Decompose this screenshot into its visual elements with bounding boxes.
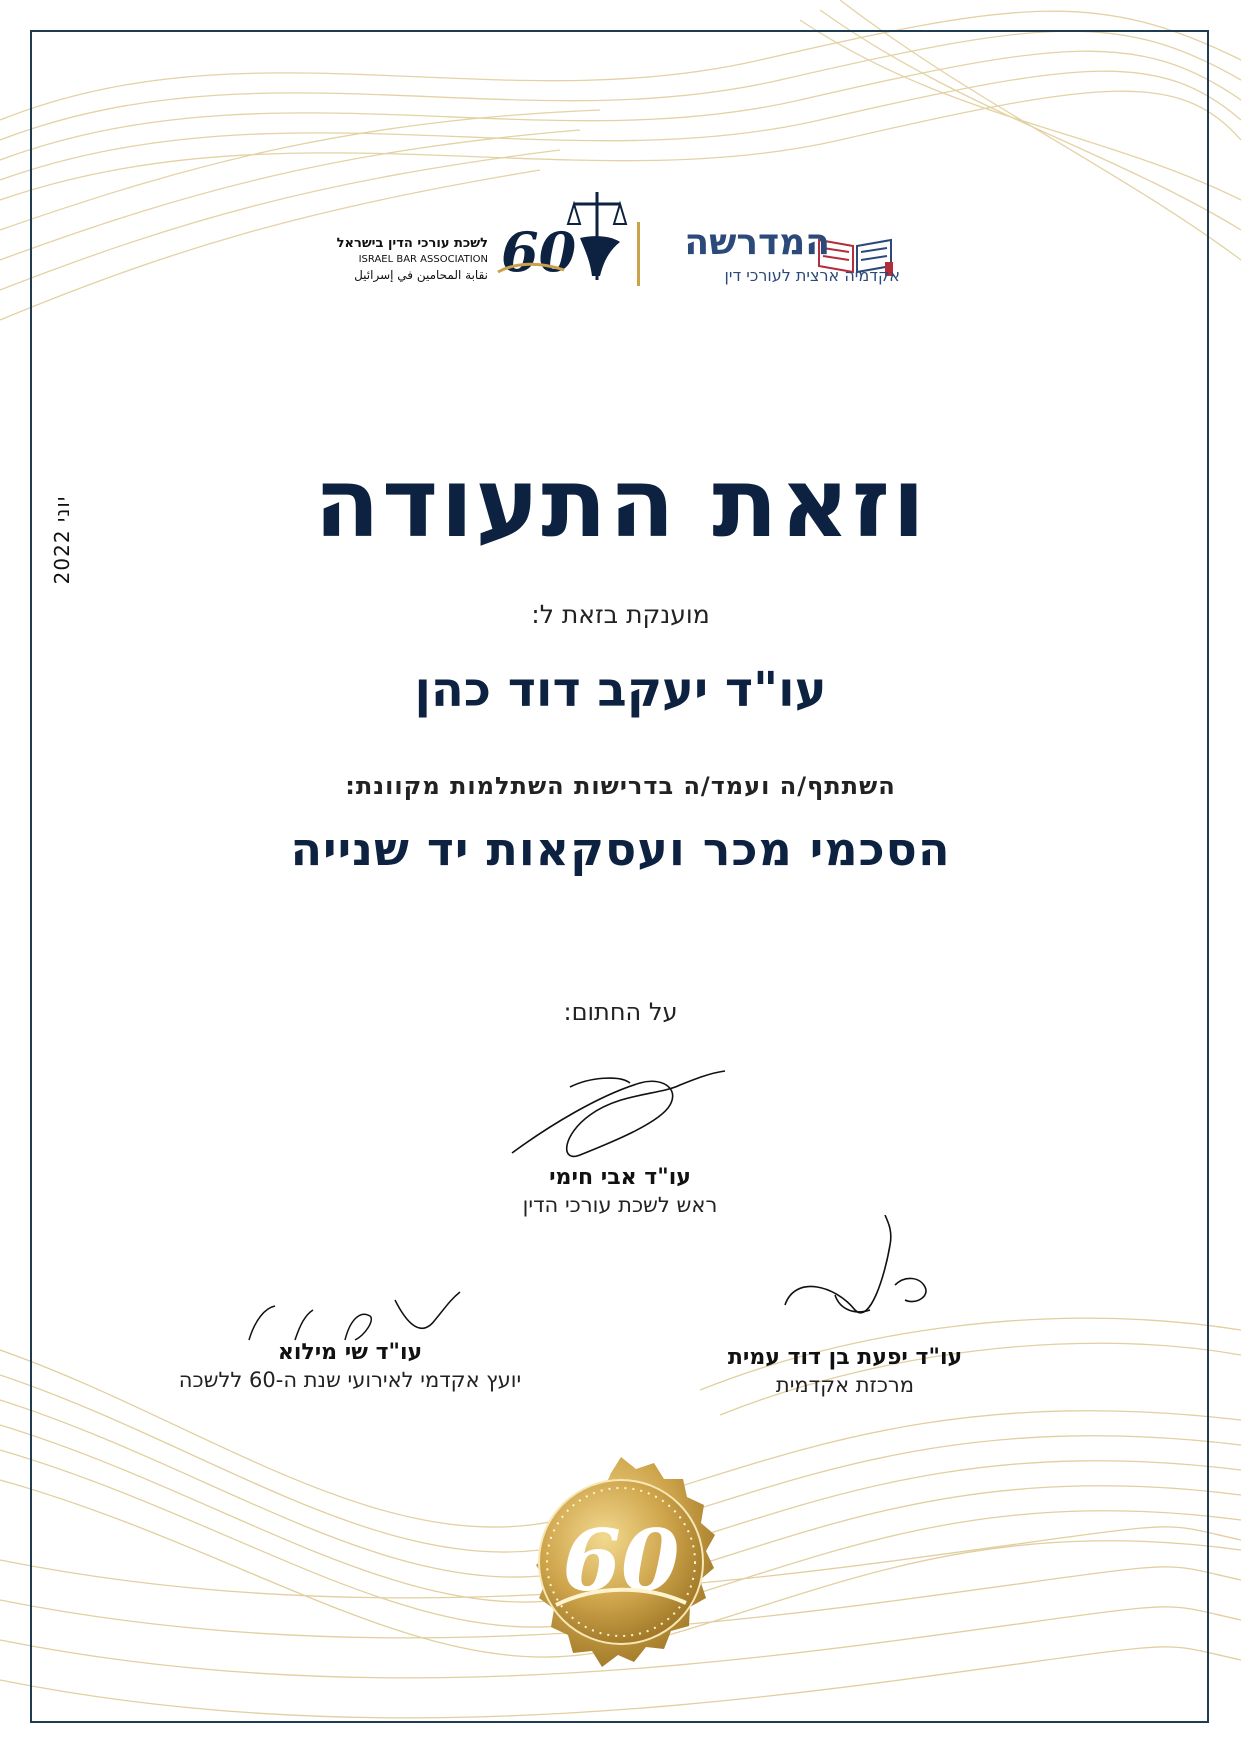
signer-role: יועץ אקדמי לאירועי שנת ה-60 ללשכה xyxy=(178,1368,522,1392)
signer-avi-chimi xyxy=(470,1165,770,1217)
logo-divider xyxy=(637,222,640,286)
signer-name: עו"ד יפעת בן דוד עמית xyxy=(727,1345,963,1370)
signer-role: מרכזת אקדמית xyxy=(775,1373,915,1397)
bar-name-english: ISRAEL BAR ASSOCIATION xyxy=(358,254,488,265)
signer-name: עו"ד שי מילוא xyxy=(277,1340,423,1365)
signer-name: עו"ד אבי חימי xyxy=(549,1165,691,1190)
academy-name: המדרשה xyxy=(684,222,830,263)
academy-subtitle: אקדמיה ארצית לעורכי דין xyxy=(724,266,900,285)
bar-name-hebrew: לשכת עורכי הדין בישראל xyxy=(336,236,488,251)
course-name: הסכמי מכר ועסקאות יד שנייה xyxy=(290,822,951,876)
date-text: יוני 2022 xyxy=(50,495,74,585)
gold-swoosh-icon xyxy=(496,260,566,280)
signer-yifat-ben-david-amit xyxy=(690,1345,1000,1397)
presented-to-label: מוענקת בזאת ל: xyxy=(531,600,710,629)
signer-role: ראש לשכת עורכי הדין xyxy=(522,1193,718,1217)
seal-number: 60 xyxy=(562,1511,680,1610)
signature-avi-chimi xyxy=(510,1065,730,1175)
signer-shai-milo xyxy=(130,1340,570,1392)
participation-statement: השתתף/ה ועמד/ה בדרישות השתלמות מקוונת: xyxy=(345,772,896,800)
academy-logo xyxy=(660,222,900,292)
recipient-name: עו"ד יעקב דוד כהן xyxy=(414,662,827,718)
israel-bar-association-logo xyxy=(336,190,636,290)
gold-anniversary-seal xyxy=(496,1455,746,1705)
signature-yifat-ben-david-amit xyxy=(775,1215,955,1345)
bar-name-arabic: نقابة المحامين في إسرائيل xyxy=(354,268,488,282)
bar-anniversary-number: 60 xyxy=(501,220,577,284)
signed-by-label: על החתום: xyxy=(563,998,678,1026)
certificate-title: וזאת התעודה xyxy=(313,447,928,559)
